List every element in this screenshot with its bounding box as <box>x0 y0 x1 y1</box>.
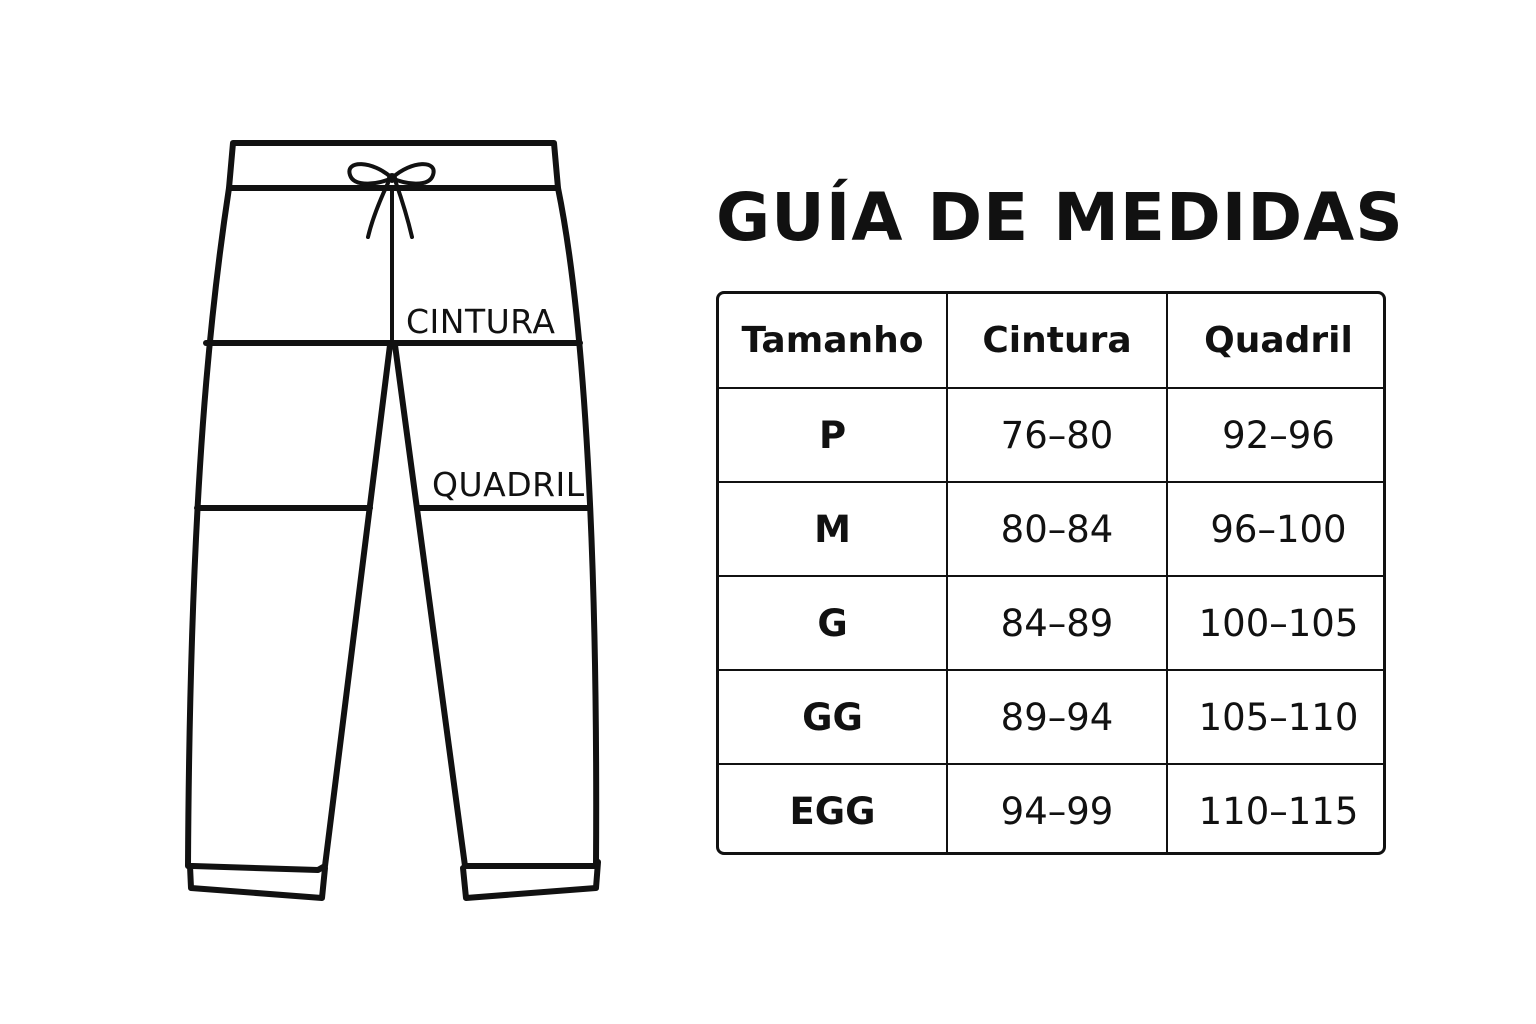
hip-cell: 92–96 <box>1167 388 1386 482</box>
waist-cell: 76–80 <box>947 388 1167 482</box>
waist-cell: 89–94 <box>947 670 1167 764</box>
size-cell: P <box>719 388 947 482</box>
pants-drawing <box>0 0 700 1024</box>
hip-cell: 96–100 <box>1167 482 1386 576</box>
hip-cell: 100–105 <box>1167 576 1386 670</box>
size-table-container <box>716 291 1386 855</box>
page-title: GUÍA DE MEDIDAS <box>716 179 1404 256</box>
table-row <box>719 388 1386 482</box>
size-cell: G <box>719 576 947 670</box>
table-row <box>719 764 1386 855</box>
waist-label: CINTURA <box>406 302 556 341</box>
size-table <box>719 294 1386 855</box>
waist-cell: 80–84 <box>947 482 1167 576</box>
hip-cell: 105–110 <box>1167 670 1386 764</box>
waist-cell: 94–99 <box>947 764 1167 855</box>
table-row <box>719 576 1386 670</box>
pants-illustration <box>0 0 700 1024</box>
size-cell: GG <box>719 670 947 764</box>
table-row <box>719 482 1386 576</box>
header-waist: Cintura <box>947 294 1167 388</box>
header-size: Tamanho <box>719 294 947 388</box>
table-header-row <box>719 294 1386 388</box>
size-cell: M <box>719 482 947 576</box>
hip-label: QUADRIL <box>432 465 585 504</box>
size-cell: EGG <box>719 764 947 855</box>
header-hip: Quadril <box>1167 294 1386 388</box>
hip-cell: 110–115 <box>1167 764 1386 855</box>
table-row <box>719 670 1386 764</box>
waist-cell: 84–89 <box>947 576 1167 670</box>
